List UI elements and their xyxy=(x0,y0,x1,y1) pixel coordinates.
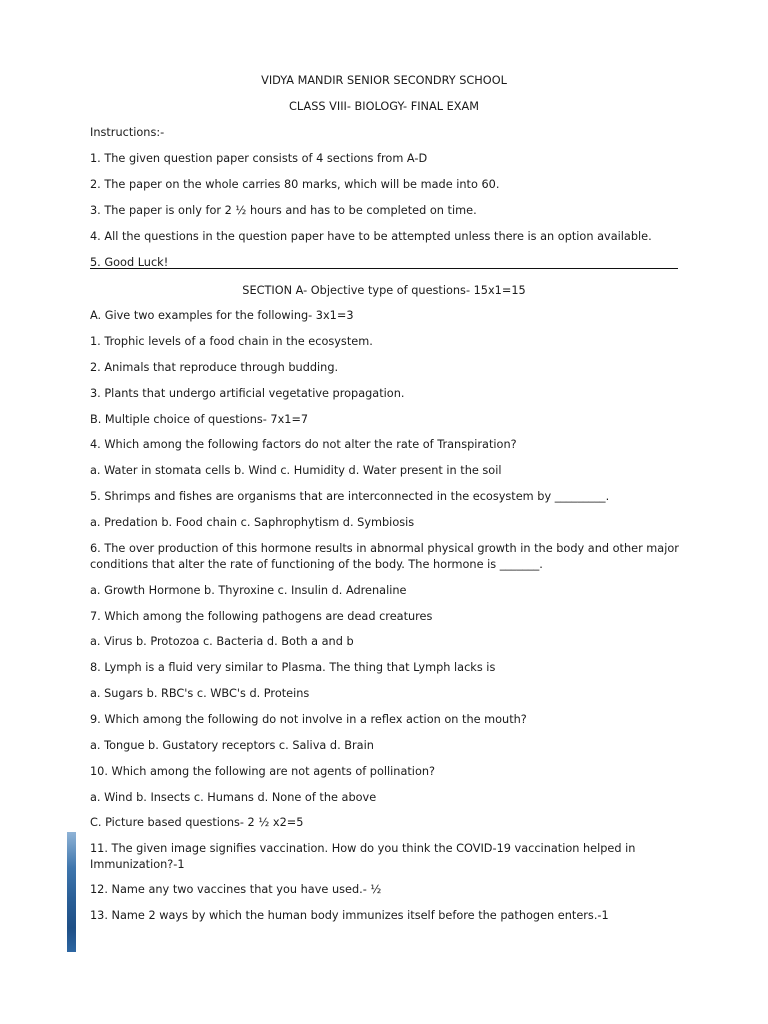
question-5: 5. Shrimps and fishes are organisms that are interconnected in the ecosystem by _________. xyxy=(90,490,610,503)
question-13: 13. Name 2 ways by which the human body immunizes itself before the pathogen enters.-1 xyxy=(90,909,609,922)
question-7-options: a. Virus b. Protozoa c. Bacteria d. Both a and b xyxy=(90,635,354,648)
picture-strip-image xyxy=(67,832,76,952)
question-6-options: a. Growth Hormone b. Thyroxine c. Insulin d. Adrenaline xyxy=(90,584,407,597)
question-12: 12. Name any two vaccines that you have used.- ½ xyxy=(90,883,382,896)
instruction-item: 3. The paper is only for 2 ½ hours and has to be completed on time. xyxy=(90,204,477,217)
instruction-item: 2. The paper on the whole carries 80 marks, which will be made into 60. xyxy=(90,178,500,191)
question-11: 11. The given image signifies vaccination. How do you think the COVID-19 vaccination helped in Immunization?-1 xyxy=(90,842,636,871)
part-c-heading: C. Picture based questions- 2 ½ x2=5 xyxy=(90,816,304,829)
instruction-item: 5. Good Luck! xyxy=(90,256,169,269)
question-8-options: a. Sugars b. RBC's c. WBC's d. Proteins xyxy=(90,687,310,700)
question-2: 2. Animals that reproduce through budding. xyxy=(90,361,339,374)
part-a-heading: A. Give two examples for the following- 3x1=3 xyxy=(90,309,354,322)
question-1: 1. Trophic levels of a food chain in the ecosystem. xyxy=(90,335,373,348)
instruction-item: 1. The given question paper consists of 4 sections from A-D xyxy=(90,152,428,165)
instructions-heading: Instructions:- xyxy=(90,126,165,139)
question-10-options: a. Wind b. Insects c. Humans d. None of the above xyxy=(90,791,377,804)
divider-line xyxy=(90,268,678,269)
question-10: 10. Which among the following are not agents of pollination? xyxy=(90,765,436,778)
section-a-title: SECTION A- Objective type of questions- 15x1=15 xyxy=(242,284,526,297)
question-3: 3. Plants that undergo artificial vegetative propagation. xyxy=(90,387,405,400)
question-4-options: a. Water in stomata cells b. Wind c. Humidity d. Water present in the soil xyxy=(90,464,502,477)
question-6: 6. The over production of this hormone results in abnormal physical growth in the body and other major conditions that alter the rate of functioning of the body. The hormone is _______. xyxy=(90,542,679,571)
question-8: 8. Lymph is a fluid very similar to Plasma. The thing that Lymph lacks is xyxy=(90,661,496,674)
school-name: VIDYA MANDIR SENIOR SECONDRY SCHOOL xyxy=(261,74,507,87)
instruction-item: 4. All the questions in the question paper have to be attempted unless there is an option available. xyxy=(90,230,652,243)
question-5-options: a. Predation b. Food chain c. Saphrophytism d. Symbiosis xyxy=(90,516,415,529)
exam-title: CLASS VIII- BIOLOGY- FINAL EXAM xyxy=(289,100,479,113)
part-b-heading: B. Multiple choice of questions- 7x1=7 xyxy=(90,413,309,426)
question-4: 4. Which among the following factors do not alter the rate of Transpiration? xyxy=(90,438,517,451)
question-9: 9. Which among the following do not involve in a reflex action on the mouth? xyxy=(90,713,527,726)
question-7: 7. Which among the following pathogens are dead creatures xyxy=(90,610,433,623)
question-9-options: a. Tongue b. Gustatory receptors c. Saliva d. Brain xyxy=(90,739,374,752)
